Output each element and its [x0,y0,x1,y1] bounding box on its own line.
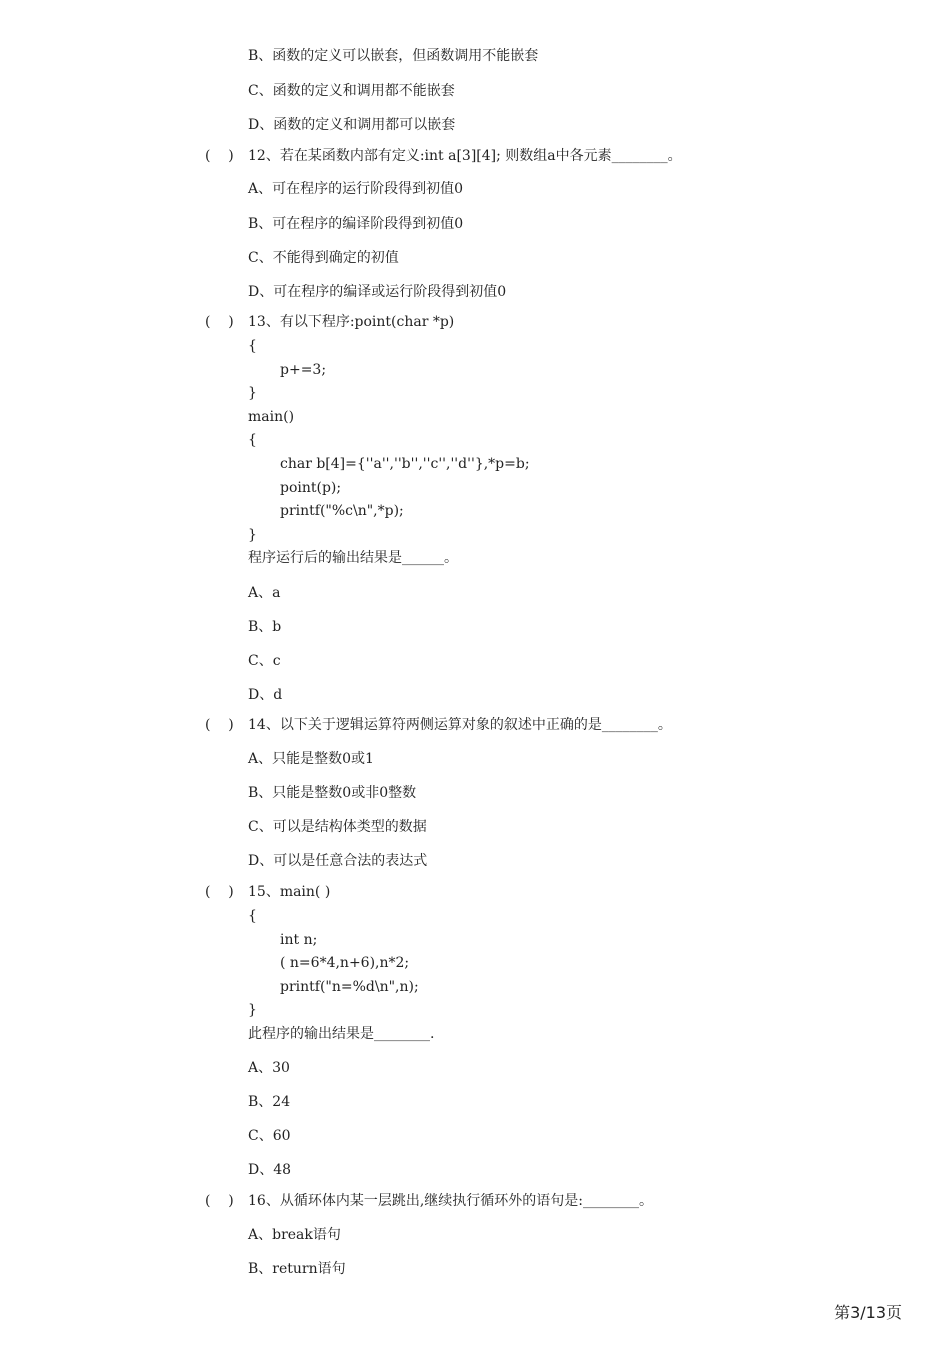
option-line: D、可在程序的编译或运行阶段得到初值0 [248,284,507,300]
option-line: B、只能是整数0或非0整数 [248,785,417,801]
question-stem: 14、以下关于逻辑运算符两侧运算对象的叙述中正确的是________。 [248,717,672,733]
option-line: A、30 [248,1060,290,1076]
code-line: } [248,527,257,543]
option-line: D、可以是任意合法的表达式 [248,853,428,869]
option-line: A、a [248,585,281,601]
code-line: main() [248,409,295,425]
option-line: C、60 [248,1128,291,1144]
question-stem: 13、有以下程序:point(char *p) [248,314,455,330]
option-line: B、b [248,619,282,635]
option-line: C、不能得到确定的初值 [248,250,399,266]
option-line: C、c [248,653,281,669]
answer-bracket: ( ) [205,148,234,164]
code-line: } [248,1002,257,1018]
option-line: A、只能是整数0或1 [248,751,374,767]
answer-bracket: ( ) [205,1193,234,1209]
question-stem: 15、main( ) [248,884,331,900]
question-prompt: 程序运行后的输出结果是______。 [248,550,458,566]
question-stem: 12、若在某函数内部有定义:int a[3][4]; 则数组a中各元素________。 [248,148,682,164]
option-line: B、可在程序的编译阶段得到初值0 [248,216,464,232]
code-line: { [248,432,257,448]
option-line: D、48 [248,1162,292,1178]
answer-bracket: ( ) [205,717,234,733]
answer-bracket: ( ) [205,884,234,900]
code-line: char b[4]={''a'',''b'',''c'',''d''},*p=b; [280,456,530,472]
code-line: { [248,908,257,924]
option-line: D、函数的定义和调用都可以嵌套 [248,117,456,133]
answer-bracket: ( ) [205,314,234,330]
code-line: point(p); [280,480,342,496]
code-line: printf("%c\n",*p); [280,503,404,519]
option-line: B、return语句 [248,1261,346,1277]
option-line: A、可在程序的运行阶段得到初值0 [248,181,464,197]
code-line: p+=3; [280,362,327,378]
option-line: C、可以是结构体类型的数据 [248,819,427,835]
option-line: B、24 [248,1094,291,1110]
question-stem: 16、从循环体内某一层跳出,继续执行循环外的语句是:________。 [248,1193,653,1209]
option-line: D、d [248,687,283,703]
code-line: { [248,338,257,354]
page-number: 第3/13页 [834,1303,902,1322]
option-line: A、break语句 [248,1227,341,1243]
option-line: B、函数的定义可以嵌套，但函数调用不能嵌套 [248,48,539,64]
code-line: int n; [280,932,318,948]
code-line: printf("n=%d\n",n); [280,979,419,995]
question-prompt: 此程序的输出结果是________. [248,1026,435,1042]
code-line: ( n=6*4,n+6),n*2; [280,955,410,971]
option-line: C、函数的定义和调用都不能嵌套 [248,83,455,99]
code-line: } [248,385,257,401]
